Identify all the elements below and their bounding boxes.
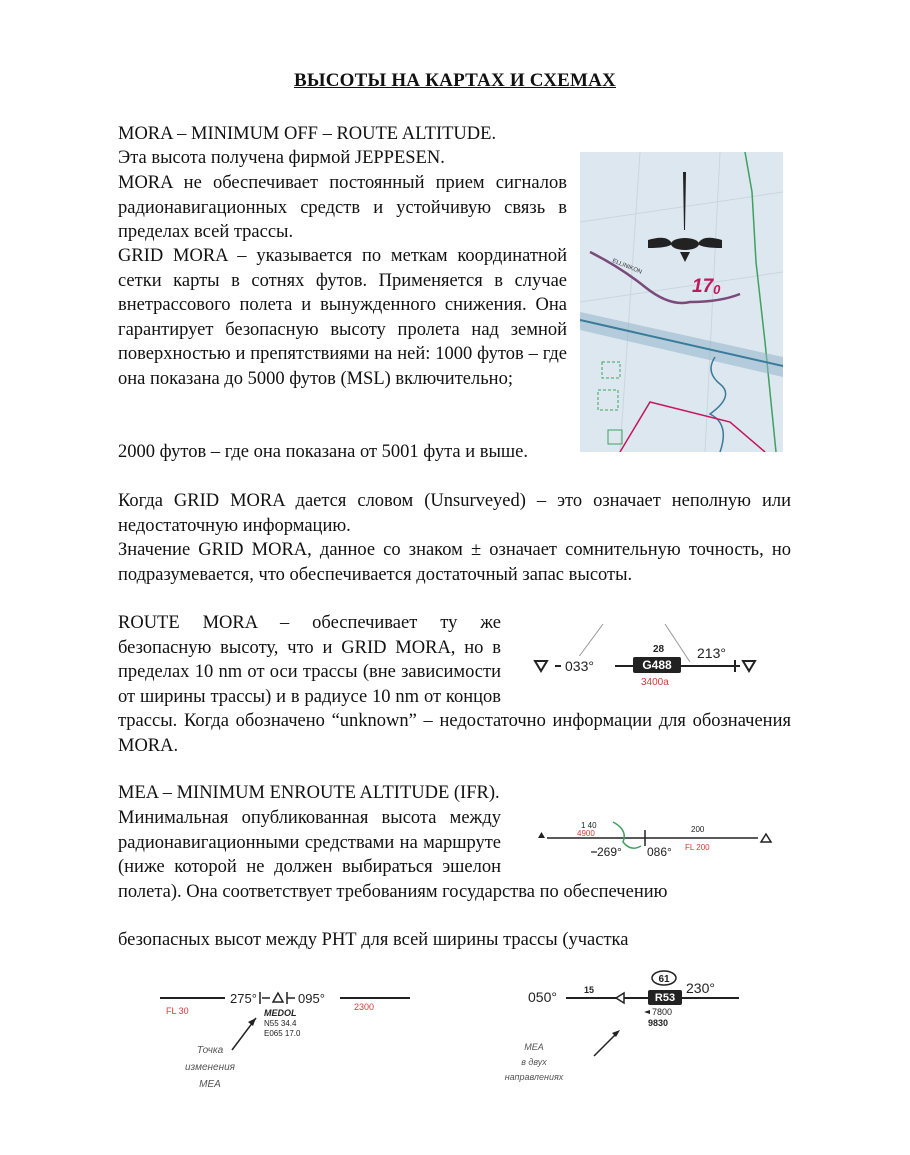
- fix-left-level: FL 30: [166, 1006, 189, 1016]
- airway-mea-value: 7800: [652, 1007, 673, 1017]
- grid-mora-value: 170: [692, 276, 721, 297]
- airway-right-course: 230°: [686, 980, 715, 996]
- fix-right-level: 2300: [354, 1002, 375, 1012]
- fix-name: MEDOL: [264, 1008, 297, 1018]
- airway-caption-line2: в двух: [521, 1057, 547, 1067]
- mea-change-point-figure: [160, 978, 420, 1098]
- grid-mora-2000-paragraph: 2000 футов – где она показана от 5001 фута и выше.: [118, 442, 528, 462]
- fix-caption-line1: Точка: [196, 1045, 224, 1056]
- mea-right-bottom-label: FL 200: [685, 843, 710, 852]
- route-mora-value: 3400a: [641, 677, 669, 688]
- airway-designator: G488: [642, 658, 672, 672]
- fix-coordinate-lon: E065 17.0: [264, 1029, 301, 1038]
- mea-route-figure: [533, 812, 778, 872]
- grid-mora-plusminus-paragraph: Значение GRID MORA, данное со знаком ± означает сомнительную точность, но подразумевается, что обеспечивается достаточный запас высоты.: [118, 540, 791, 585]
- place-label: ELLINIKON: [611, 258, 643, 276]
- mora-intro-paragraph: Эта высота получена фирмой JEPPESEN.: [118, 148, 445, 168]
- fix-left-course: 275°: [230, 991, 257, 1006]
- airway-designator: R53: [654, 992, 676, 1004]
- mea-left-course: 269°: [597, 845, 622, 859]
- pointer-arrowhead-icon: [248, 1018, 256, 1026]
- mea-right-top-label: 200: [691, 825, 705, 834]
- grid-mora-map-figure: [580, 152, 783, 452]
- mea-right-course: 086°: [647, 845, 672, 859]
- mea-both-directions-figure: [494, 966, 754, 1091]
- mea-left-bottom-label: 4900: [577, 829, 595, 838]
- page-title: ВЫСОТЫ НА КАРТАХ И СХЕМАХ: [294, 70, 616, 91]
- navaid-triangle-icon: [761, 834, 771, 842]
- course-tick: [287, 992, 295, 1004]
- mea-definition-text: Минимальная опубликованная высота между радионавигационными средствами на маршруте (ниже которой не должен выбираться эшелон полета). Она соответствует требованиям государства по обеспечению: [118, 808, 668, 902]
- airway-left-course: 050°: [528, 989, 557, 1005]
- airway-route-number: 61: [658, 974, 670, 985]
- fix-caption-line2: изменения: [185, 1062, 235, 1073]
- mora-signal-paragraph: MORA не обеспечивает постоянный прием сигналов радионавигационных средств и устойчивую связь в пределах всей трассы.: [118, 173, 567, 242]
- airway-distance: 15: [584, 985, 595, 995]
- mea-continuation-paragraph: безопасных высот между РНТ для всей ширины трассы (участка: [118, 930, 629, 950]
- airway-caption-line1: MEA: [524, 1042, 544, 1052]
- fix-right-course: 095°: [298, 991, 325, 1006]
- airway-mora-value: 9830: [648, 1018, 669, 1028]
- route-distance: 28: [653, 644, 665, 655]
- course-tick: [260, 992, 270, 1004]
- route-right-course: 213°: [697, 645, 726, 661]
- grid-mora-paragraph: GRID MORA – указывается по меткам координатной сетки карты в сотнях футов. Применяется в случае внетрассового полета и вынужденного снижения. Она гарантирует безопасную высоту пролета над земной поверхностью и препятствиями на ней: 1000 футов – где она показана до 5000 футов (MSL) включительно;: [118, 246, 567, 389]
- route-left-course: 033°: [565, 658, 594, 674]
- fix-caption-line3: MEA: [199, 1079, 221, 1090]
- navaid-triangle-icon: [535, 661, 547, 671]
- fix-coordinate-lat: N55 34.4: [264, 1019, 297, 1028]
- navaid-triangle-icon: [743, 661, 755, 671]
- fix-triangle-icon: [273, 993, 283, 1002]
- mea-left-top-label: 1 40: [581, 821, 597, 830]
- route-mora-text: ROUTE MORA – обеспечивает ту же безопасную высоту, что и GRID MORA, но в пределах 10 nm от оси трассы (вне зависимости от ширины трассы) и в радиусе 10 nm от концов трассы. Когда обозначено “unknown” – недостаточно информации для обозначения MORA.: [118, 613, 791, 756]
- reporting-point-icon: [616, 993, 624, 1003]
- mora-heading: MORA – MINIMUM OFF – ROUTE ALTITUDE.: [118, 124, 497, 144]
- grid-mora-unsurveyed-paragraph: Когда GRID MORA дается словом (Unsurveyed) – это означает неполную или недостаточную информацию.: [118, 491, 791, 536]
- route-mora-figure: [525, 622, 795, 692]
- mea-heading: MEA – MINIMUM ENROUTE ALTITUDE (IFR).: [118, 783, 500, 803]
- pointer-arrow-line: [594, 1032, 618, 1056]
- airway-caption-line3: направлениях: [504, 1072, 564, 1082]
- navaid-triangle-icon: [538, 832, 545, 838]
- both-direction-arrow-icon: [644, 1010, 650, 1014]
